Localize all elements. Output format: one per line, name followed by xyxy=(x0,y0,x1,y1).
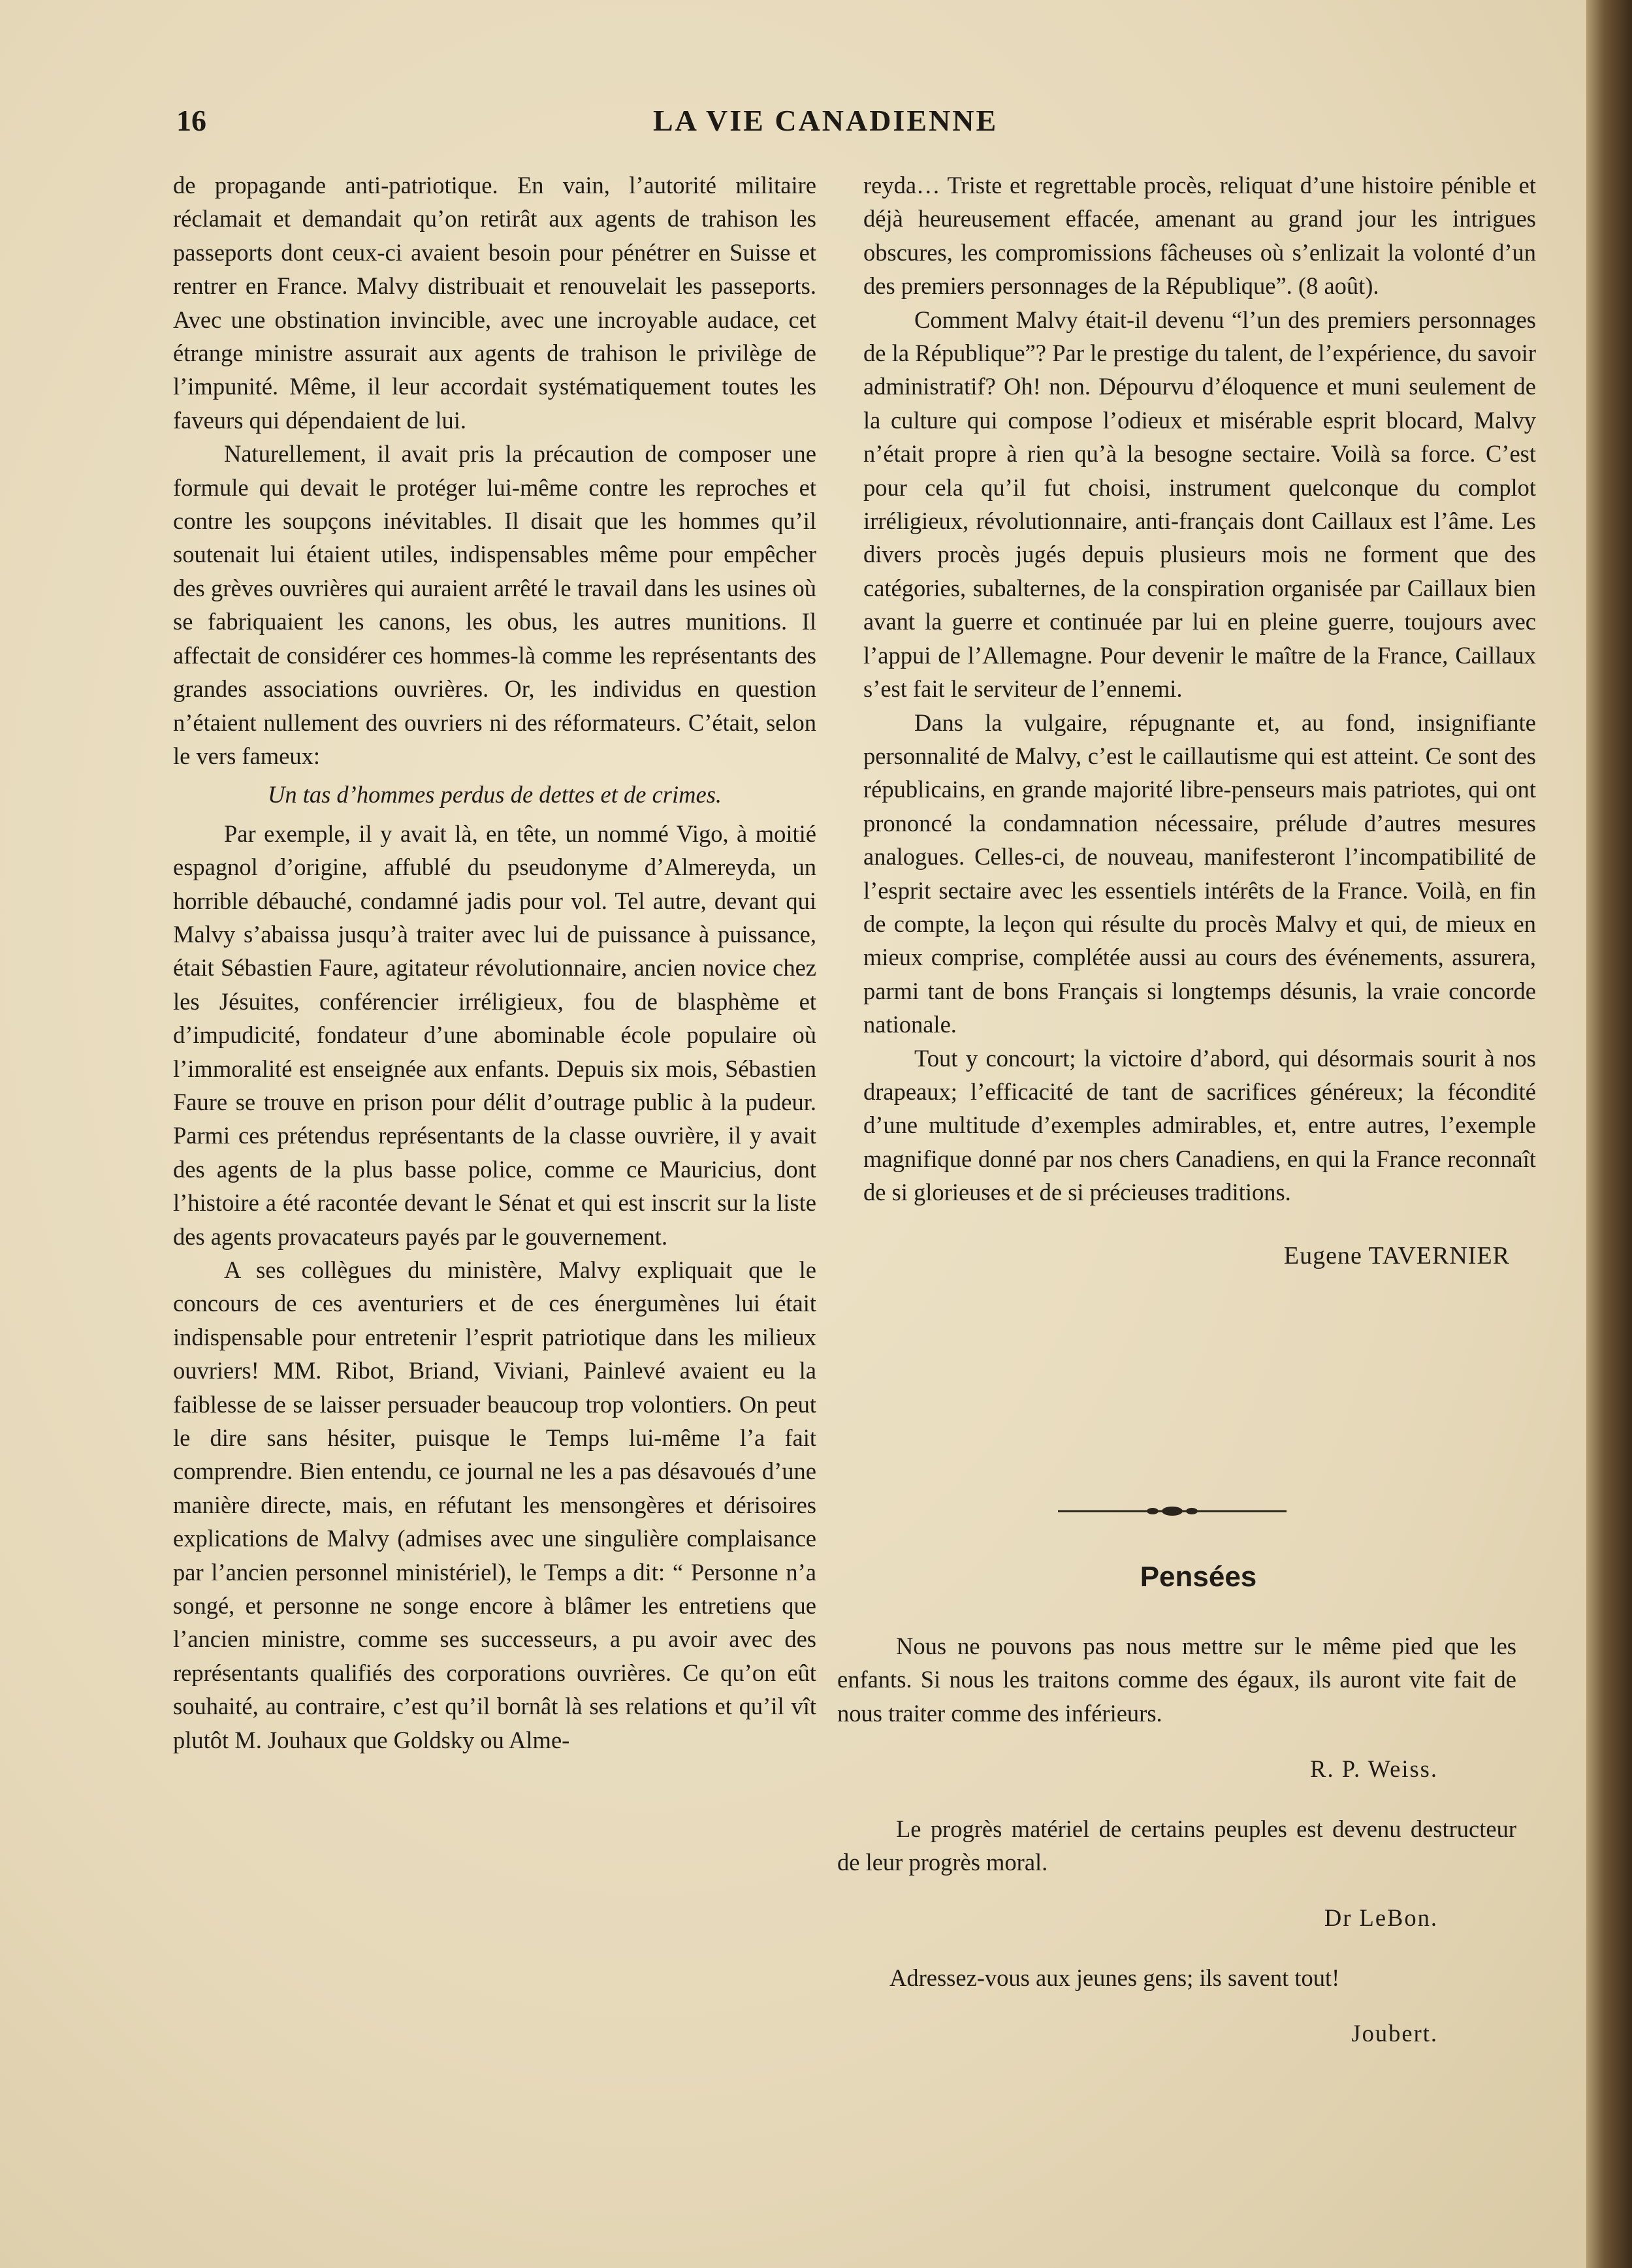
journal-title: LA VIE CANADIENNE xyxy=(653,104,999,137)
quote-3: Adressez-vous aux jeunes gens; ils savent tout! xyxy=(889,1964,1340,1991)
left-paragraph-1: de propagande anti-patriotique. En vain, l’autorité militaire réclamait et demandait qu’on retirât aux agents de trahison les passeports dont ceux-ci avaient besoin pour pénétrer en Suisse et rentrer en France. Malvy distribuait et renouvelait les passeports. Avec une obstination invincible, avec une incroyable audace, cet étrange ministre assurait aux agents de trahison le privilège de l’impunité. Même, il leur accordait systématiquement toutes les faveurs qui dépendaient de lui. xyxy=(173,172,816,434)
quote-1-author: R. P. Weiss. xyxy=(1310,1755,1438,1783)
left-paragraph-4: A ses collègues du ministère, Malvy expliquait que le concours de ces aventuriers et de ces énergumènes lui était indispensable pour entretenir l’esprit patriotique dans les milieux ouvriers! MM. Ribot, Briand, Viviani, Painlevé avaient eu la faiblesse de se laisser persuader beaucoup trop volontiers. On peut le dire sans hésiter, puisque le Temps lui-même l’a fait comprendre. Bien entendu, ce journal ne les a pas désavoués d’une manière directe, mais, en réfutant les mensongères et dérisoires explications de Malvy (admises avec une singulière complaisance par l’ancien personnel ministériel), le Temps a dit: “ Personne n’a songé, et personne ne songe encore à blâmer les entretiens que l’ancien ministre, comme ses successeurs, a pu avoir avec des représentants qualifiés des corporations ouvrières. Ce qu’on eût souhaité, au contraire, c’est qu’il bornât là ses relations et qu’il vît plutôt M. Jouhaux que Goldsky ou Alme- xyxy=(173,1256,816,1753)
section-title: Pensées xyxy=(1140,1561,1257,1593)
quote-3-author: Joubert. xyxy=(1351,2020,1438,2047)
left-paragraph-2: Naturellement, il avait pris la précaution de composer une formule qui devait le protéger lui-même contre les reproches et contre les soupçons inévitables. Il disait que les hommes qu’il soutenait lui étaient utiles, indispensables même pour empêcher des grèves ouvrières qui auraient arrêté le travail dans les usines où se fabriquaient les canons, les obus, les autres munitions. Il affectait de considérer ces hommes-là comme les représentants des grandes associations ouvrières. Or, les individus en question n’étaient nullement des ouvriers ni des réformateurs. C’était, selon le vers fameux: xyxy=(173,440,816,769)
page-header xyxy=(176,98,1051,150)
ornament-divider xyxy=(1058,1503,1287,1519)
right-paragraph-4: Tout y concourt; la victoire d’abord, qui désormais sourit à nos drapeaux; l’efficacité de tant de sacrifices généreux; la fécondité d’une multitude d’exemples admirables, et, entre autres, l’exemple magnifique donné par nos chers Canadiens, en qui la France reconnaît de si glorieuses et de si précieuses traditions. xyxy=(863,1044,1536,1206)
verse-quote: Un tas d’hommes perdus de dettes et de crimes. xyxy=(267,781,722,808)
right-paragraph-3: Dans la vulgaire, répugnante et, au fond, insignifiante personnalité de Malvy, c’est le caillautisme qui est atteint. Ce sont des républicains, en grande majorité libre-penseurs mais patriotes, qui ont prononcé la condamnation nécessaire, prélude d’autres mesures analogues. Celles-ci, de nouveau, manifesteront l’incompatibilité de l’esprit sectaire avec les essentiels intérêts de la France. Voilà, en fin de compte, la leçon qui résulte du procès Malvy et qui, de mieux en mieux comprise, complétée aussi au cours des événements, assurera, parmi tant de bons Français si longtemps désunis, la vraie concorde nationale. xyxy=(863,709,1536,1038)
quote-2-author: Dr LeBon. xyxy=(1324,1904,1438,1932)
page-number: 16 xyxy=(176,104,206,137)
pensees-section xyxy=(837,1629,1516,2077)
quote-2: Le progrès matériel de certains peuples est devenu destructeur de leur progrès moral. xyxy=(837,1815,1516,1876)
binding-edge xyxy=(1586,0,1632,2268)
left-paragraph-3: Par exemple, il y avait là, en tête, un nommé Vigo, à moitié espagnol d’origine, affublé du pseudonyme d’Almereyda, un horrible débauché, condamné jadis pour vol. Tel autre, devant qui Malvy s’abaissa jusqu’à traiter avec lui de puissance à puissance, était Sébastien Faure, agitateur révolutionnaire, ancien novice chez les Jésuites, conférencier irréligieux, fou de blasphème et d’impudicité, fondateur d’une abominable école populaire où l’immoralité est enseignée aux enfants. Depuis six mois, Sébastien Faure se trouve en prison pour délit d’outrage public à la pudeur. Parmi ces prétendus représentants de la classe ouvrière, il y avait des agents de la plus basse police, comme ce Mauricius, dont l’histoire a été racontée devant le Sénat et qui est inscrit sur la liste des agents provacateurs payés par le gouvernement. xyxy=(173,820,816,1250)
article-signature: Eugene TAVERNIER xyxy=(1283,1241,1510,1270)
right-column xyxy=(863,168,1536,1273)
quote-1: Nous ne pouvons pas nous mettre sur le même pied que les enfants. Si nous les traitons comme des égaux, ils auront vite fait de nous traiter comme des inférieurs. xyxy=(837,1633,1516,1727)
right-paragraph-2: Comment Malvy était-il devenu “l’un des premiers personnages de la République”? Par le prestige du talent, de l’expérience, du savoir administratif? Oh! non. Dépourvu d’éloquence et muni seulement de la culture qui compose l’odieux et misérable esprit blocard, Malvy n’était propre à rien qu’à la besogne sectaire. Voilà sa force. C’est pour cela qu’il fut choisi, instrument quelconque du complot irréligieux, révolutionnaire, anti-français dont Caillaux est l’âme. Les divers procès jugés depuis plusieurs mois ne forment que des catégories, subalternes, de la conspiration organisée par Caillaux bien avant la guerre et continuée par lui en pleine guerre, toujours avec l’appui de l’Allemagne. Pour devenir le maître de la France, Caillaux s’est fait le serviteur de l’ennemi. xyxy=(863,306,1536,703)
left-column xyxy=(173,168,816,1757)
right-paragraph-1: reyda… Triste et regrettable procès, reliquat d’une histoire pénible et déjà heureusement effacée, amenant au grand jour les intrigues obscures, les compromissions fâcheuses où s’enlizait la volonté d’un des premiers personnages de la République”. (8 août). xyxy=(863,172,1536,300)
